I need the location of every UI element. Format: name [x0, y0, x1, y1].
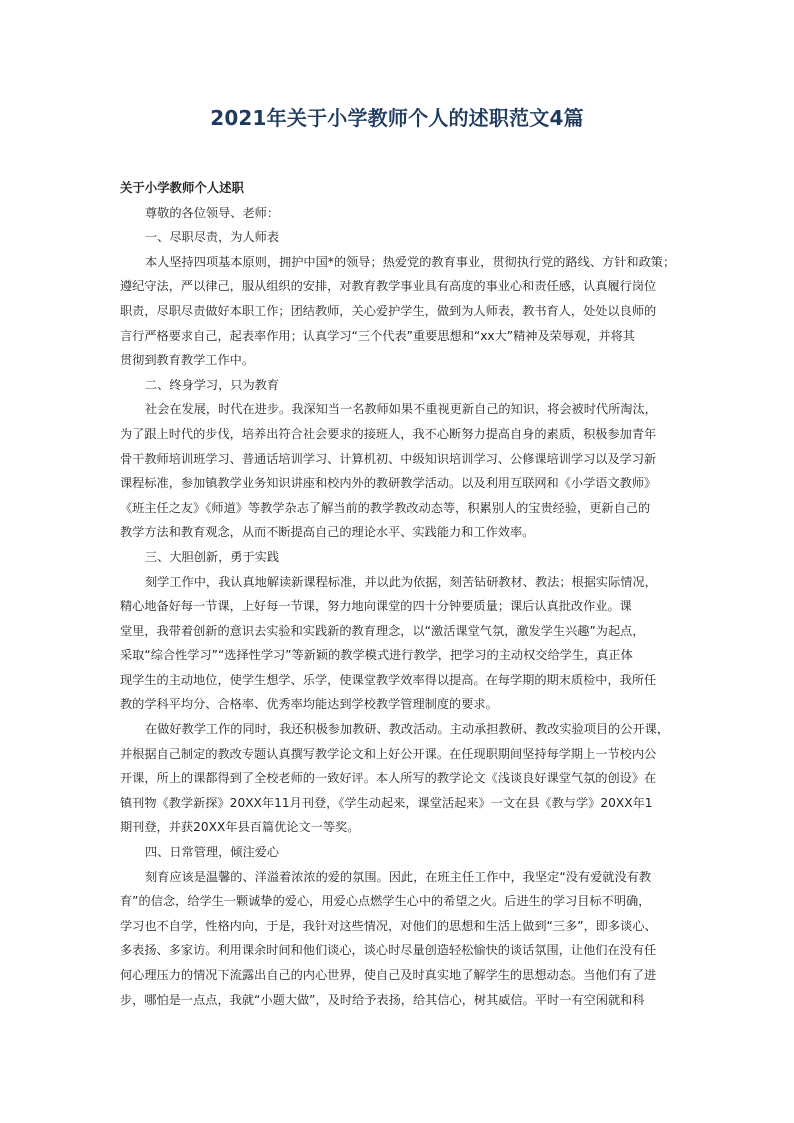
- paragraph-line: 社会在发展，时代在进步。我深知当一名教师如果不重视更新自己的知识，将会被时代所淘汰，: [145, 402, 657, 417]
- paragraph-line: 采取“综合性学习”“选择性学习”等新颖的教学模式进行教学，把学习的主动权交给学生，真正体: [120, 648, 633, 663]
- paragraph-line: 何心理压力的情况下流露出自己的内心世界，使自己及时真实地了解学生的思想动态。当他们有了进: [120, 968, 657, 982]
- paragraph-line: 堂里，我带着创新的意识去实验和实践新的教育理念，以“激活课堂气氛，激发学生兴趣”为起点，: [120, 623, 645, 638]
- article-subtitle: 关于小学教师个人述职: [120, 180, 244, 195]
- paragraph-line: 步，哪怕是一点点，我就“小题大做”，及时给予表扬，给其信心，树其威信。平时一有空闲就和科: [120, 992, 645, 1007]
- section-heading: 三、大胆创新，勇于实践: [145, 549, 280, 564]
- paragraph-line: 并根据自己制定的教改专题认真撰写教学论文和上好公开课。在任现职期间坚持每学期上一节校内公: [120, 746, 657, 761]
- paragraph-line: 为了跟上时代的步伐，培养出符合社会要求的接班人，我不心断努力提高自身的素质，积极参加青年: [120, 426, 657, 441]
- paragraph-line: 职责，尽职尽责做好本职工作；团结教师，关心爱护学生，做到为人师表，教书育人，处处以良师的: [120, 303, 657, 318]
- paragraph-line: 现学生的主动地位，使学生想学、乐学，使课堂教学效率得以提高。在每学期的期末质检中，我所任: [120, 672, 657, 687]
- paragraph-line: 期刊登，并获20XX年县百篇优论文一等奖。: [120, 820, 360, 835]
- paragraph-line: 镇刊物《教学新探》20XX年11月刊登，《学生动起来，课堂活起来》一文在县《教与学》20XX年1: [120, 795, 653, 810]
- paragraph-line: 《班主任之友》《师道》等教学杂志了解当前的教学教改动态等，积累别人的宝贵经验，更新自己的: [120, 500, 651, 515]
- section-heading: 四、日常管理，倾注爱心: [145, 845, 280, 860]
- paragraph-line: 课程标准，参加镇教学业务知识讲座和校内外的教研教学活动。以及利用互联网和《小学语文教师》: [120, 476, 657, 491]
- paragraph-line: 育”的信念，给学生一颗诚挚的爱心，用爱心点燃学生心中的希望之火。后进生的学习目标不明确，: [120, 894, 651, 909]
- paragraph-line: 骨干教师培训班学习、普通话培训学习、计算机初、中级知识培训学习、公修课培训学习以及学习新: [120, 451, 657, 466]
- paragraph-line: 教的学科平均分、合格率、优秀率均能达到学校教学管理制度的要求。: [120, 697, 498, 712]
- document-title: 2021年关于小学教师个人的述职范文4篇: [210, 106, 584, 130]
- paragraph-line: 遵纪守法，严以律己，服从组织的安排，对教育教学事业具有高度的事业心和责任感，认真履行岗位: [120, 279, 657, 294]
- paragraph-line: 教学方法和教育观念，从而不断提高自己的理论水平、实践能力和工作效率。: [120, 525, 535, 540]
- paragraph-line: 精心地备好每一节课，上好每一节课，努力地向课堂的四十分钟要质量；课后认真批改作业。课: [120, 599, 632, 614]
- paragraph-line: 开课，所上的课都得到了全校老师的一致好评。本人所写的教学论文《浅谈良好课堂气氛的创设》在: [120, 771, 657, 786]
- section-heading: 二、终身学习，只为教育: [145, 377, 280, 392]
- paragraph-line: 在做好教学工作的同时，我还积极参加教研、教改活动。主动承担教研、教改实验项目的公开课，: [145, 722, 670, 737]
- salutation: 尊敬的各位领导、老师：: [145, 205, 280, 220]
- paragraph-line: 刻育应该是温馨的、洋溢着浓浓的爱的氛围。因此，在班主任工作中，我坚定“没有爱就没有教: [145, 869, 652, 884]
- section-heading: 一、尽职尽责，为人师表: [145, 230, 280, 245]
- document-body: [120, 176, 676, 1012]
- paragraph-line: 本人坚持四项基本原则，拥护中国*的领导；热爱党的教育事业，贯彻执行党的路线、方针和政策；: [145, 254, 676, 269]
- paragraph-line: 言行严格要求自己，起表率作用；认真学习“三个代表”重要思想和“xx大”精神及荣辱观，并将其: [120, 328, 635, 343]
- paragraph-line: 刻学工作中，我认真地解读新课程标准，并以此为依据，刻苦钻研教材、教法；根据实际情况，: [145, 574, 657, 589]
- paragraph-line: 多表扬、多家访。利用课余时间和他们谈心，谈心时尽量创造轻松愉快的谈话氛围，让他们在没有任: [120, 943, 657, 958]
- paragraph-line: 学习也不自学，性格内向，于是，我针对这些情况，对他们的思想和生活上做到“三多”，即多谈心、: [120, 918, 657, 933]
- paragraph-line: 贯彻到教育教学工作中。: [120, 353, 255, 368]
